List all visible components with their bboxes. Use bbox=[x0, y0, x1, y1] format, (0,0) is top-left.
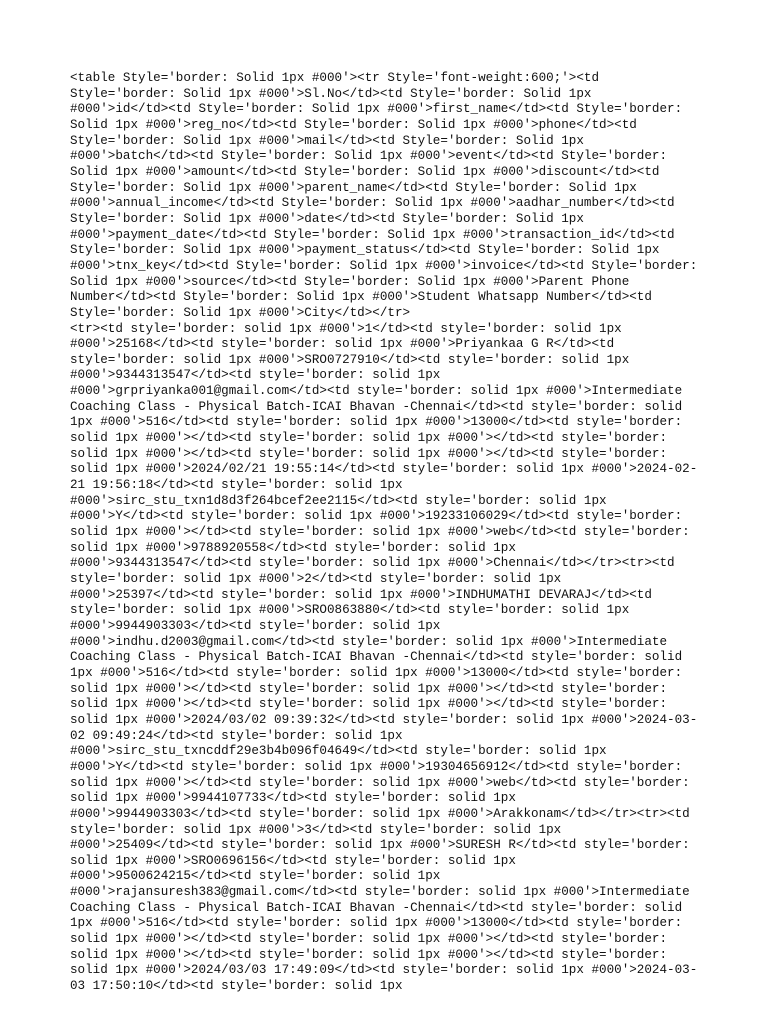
source-line: Style='border: Solid 1px #000'>Sl.No</td><td Style='border: Solid 1px bbox=[70, 86, 592, 101]
source-line: #000'>batch</td><td Style='border: Solid 1px #000'>event</td><td Style='border: bbox=[70, 149, 668, 164]
source-line: #000'>Y</td><td style='border: solid 1px #000'>19233106029</td><td style='border: bbox=[70, 509, 683, 524]
source-line: #000'>rajansuresh383@gmail.com</td><td style='border: solid 1px #000'>Intermediate bbox=[70, 885, 690, 900]
source-line: <tr><td style='border: solid 1px #000'>1</td><td style='border: solid 1px bbox=[70, 321, 622, 336]
source-line: style='border: solid 1px #000'>3</td><td style='border: solid 1px bbox=[70, 822, 562, 837]
document-page bbox=[70, 71, 700, 1026]
source-line: Solid 1px #000'>source</td><td Style='border: Solid 1px #000'>Parent Phone bbox=[70, 274, 630, 289]
source-line: solid 1px #000'></td><td style='border: solid 1px #000'>web</td><td style='border: bbox=[70, 525, 690, 540]
source-line: Number</td><td Style='border: Solid 1px #000'>Student Whatsapp Number</td><td bbox=[70, 290, 652, 305]
source-line: style='border: solid 1px #000'>SRO0727910</td><td style='border: solid 1px bbox=[70, 352, 630, 367]
source-line: Coaching Class - Physical Batch-ICAI Bhavan -Chennai</td><td style='border: solid bbox=[70, 650, 683, 665]
source-line: #000'>Y</td><td style='border: solid 1px #000'>19304656912</td><td style='border: bbox=[70, 759, 683, 774]
source-line: 21 19:56:18</td><td style='border: solid 1px bbox=[70, 478, 403, 493]
source-line: #000'>25168</td><td style='border: solid 1px #000'>Priyankaa G R</td><td bbox=[70, 337, 615, 352]
source-line: 1px #000'>516</td><td style='border: solid 1px #000'>13000</td><td style='border: bbox=[70, 916, 683, 931]
source-line: #000'>9344313547</td><td style='border: solid 1px bbox=[70, 368, 441, 383]
source-line: #000'>payment_date</td><td Style='border: Solid 1px #000'>transaction_id</td><td bbox=[70, 227, 675, 242]
source-line: Style='border: Solid 1px #000'>date</td><td Style='border: Solid 1px bbox=[70, 211, 584, 226]
source-line: #000'>9944903303</td><td style='border: solid 1px bbox=[70, 618, 441, 633]
source-line: Style='border: Solid 1px #000'>payment_status</td><td Style='border: Solid 1px bbox=[70, 243, 660, 258]
source-line: 02 09:49:24</td><td style='border: solid 1px bbox=[70, 728, 403, 743]
source-line: solid 1px #000'></td><td style='border: solid 1px #000'></td><td style='border: bbox=[70, 947, 668, 962]
source-line: #000'>25409</td><td style='border: solid 1px #000'>SURESH R</td><td style='border: bbox=[70, 838, 690, 853]
source-line: #000'>id</td><td Style='border: Solid 1px #000'>first_name</td><td Style='border: bbox=[70, 102, 683, 117]
source-line: Coaching Class - Physical Batch-ICAI Bhavan -Chennai</td><td style='border: solid bbox=[70, 399, 683, 414]
source-line: solid 1px #000'>2024/02/21 19:55:14</td><td style='border: solid 1px #000'>2024-02- bbox=[70, 462, 698, 477]
source-line: Style='border: Solid 1px #000'>City</td></tr> bbox=[70, 305, 411, 320]
source-line: solid 1px #000'></td><td style='border: solid 1px #000'>web</td><td style='border: bbox=[70, 775, 690, 790]
source-line: Solid 1px #000'>amount</td><td Style='border: Solid 1px #000'>discount</td><td bbox=[70, 164, 660, 179]
source-line: #000'>sirc_stu_txncddf29e3b4b096f04649</td><td style='border: solid 1px bbox=[70, 744, 607, 759]
source-line: #000'>9944903303</td><td style='border: solid 1px #000'>Arakkonam</td></tr><tr><td bbox=[70, 806, 690, 821]
source-line: #000'>9344313547</td><td style='border: solid 1px #000'>Chennai</td></tr><tr><td bbox=[70, 556, 675, 571]
source-line: 03 17:50:10</td><td style='border: solid 1px bbox=[70, 979, 403, 994]
source-line bbox=[70, 995, 700, 1011]
source-line: solid 1px #000'>9788920558</td><td style='border: solid 1px bbox=[70, 540, 516, 555]
source-line: solid 1px #000'>9944107733</td><td style='border: solid 1px bbox=[70, 791, 516, 806]
source-line: Solid 1px #000'>reg_no</td><td Style='border: Solid 1px #000'>phone</td><td bbox=[70, 117, 637, 132]
source-line: style='border: solid 1px #000'>SRO0863880</td><td style='border: solid 1px bbox=[70, 603, 630, 618]
source-line: #000'>grpriyanka001@gmail.com</td><td style='border: solid 1px #000'>Intermediate bbox=[70, 384, 683, 399]
source-line: #000'>indhu.d2003@gmail.com</td><td style='border: solid 1px #000'>Intermediate bbox=[70, 634, 668, 649]
source-line: solid 1px #000'></td><td style='border: solid 1px #000'></td><td style='border: bbox=[70, 932, 668, 947]
source-line: #000'>annual_income</td><td Style='border: Solid 1px #000'>aadhar_number</td><td bbox=[70, 196, 675, 211]
source-line: 1px #000'>516</td><td style='border: solid 1px #000'>13000</td><td style='border: bbox=[70, 415, 683, 430]
source-line: #000'>tnx_key</td><td Style='border: Solid 1px #000'>invoice</td><td Style='border: bbox=[70, 258, 698, 273]
source-line: <table Style='border: Solid 1px #000'><tr Style='font-weight:600;'><td bbox=[70, 71, 600, 85]
source-line: solid 1px #000'>SRO0696156</td><td style='border: solid 1px bbox=[70, 853, 516, 868]
source-line: Style='border: Solid 1px #000'>mail</td><td Style='border: Solid 1px bbox=[70, 133, 584, 148]
source-line: solid 1px #000'></td><td style='border: solid 1px #000'></td><td style='border: bbox=[70, 697, 668, 712]
source-line: solid 1px #000'></td><td style='border: solid 1px #000'></td><td style='border: bbox=[70, 681, 668, 696]
source-line: solid 1px #000'></td><td style='border: solid 1px #000'></td><td style='border: bbox=[70, 446, 668, 461]
source-line: Coaching Class - Physical Batch-ICAI Bhavan -Chennai</td><td style='border: solid bbox=[70, 900, 683, 915]
source-line: solid 1px #000'>2024/03/03 17:49:09</td><td style='border: solid 1px #000'>2024-03- bbox=[70, 963, 698, 978]
source-line: 1px #000'>516</td><td style='border: solid 1px #000'>13000</td><td style='border: bbox=[70, 665, 683, 680]
source-line: solid 1px #000'></td><td style='border: solid 1px #000'></td><td style='border: bbox=[70, 431, 668, 446]
source-line: style='border: solid 1px #000'>2</td><td style='border: solid 1px bbox=[70, 572, 562, 586]
source-line: #000'>25397</td><td style='border: solid 1px #000'>INDHUMATHI DEVARAJ</td><td bbox=[70, 587, 652, 602]
source-line: solid 1px #000'>2024/03/02 09:39:32</td><td style='border: solid 1px #000'>2024-03- bbox=[70, 712, 698, 727]
source-line: #000'>sirc_stu_txn1d8d3f264bcef2ee2115</td><td style='border: solid 1px bbox=[70, 493, 607, 508]
source-line: Style='border: Solid 1px #000'>parent_name</td><td Style='border: Solid 1px bbox=[70, 180, 637, 195]
source-line: #000'>9500624215</td><td style='border: solid 1px bbox=[70, 869, 441, 884]
